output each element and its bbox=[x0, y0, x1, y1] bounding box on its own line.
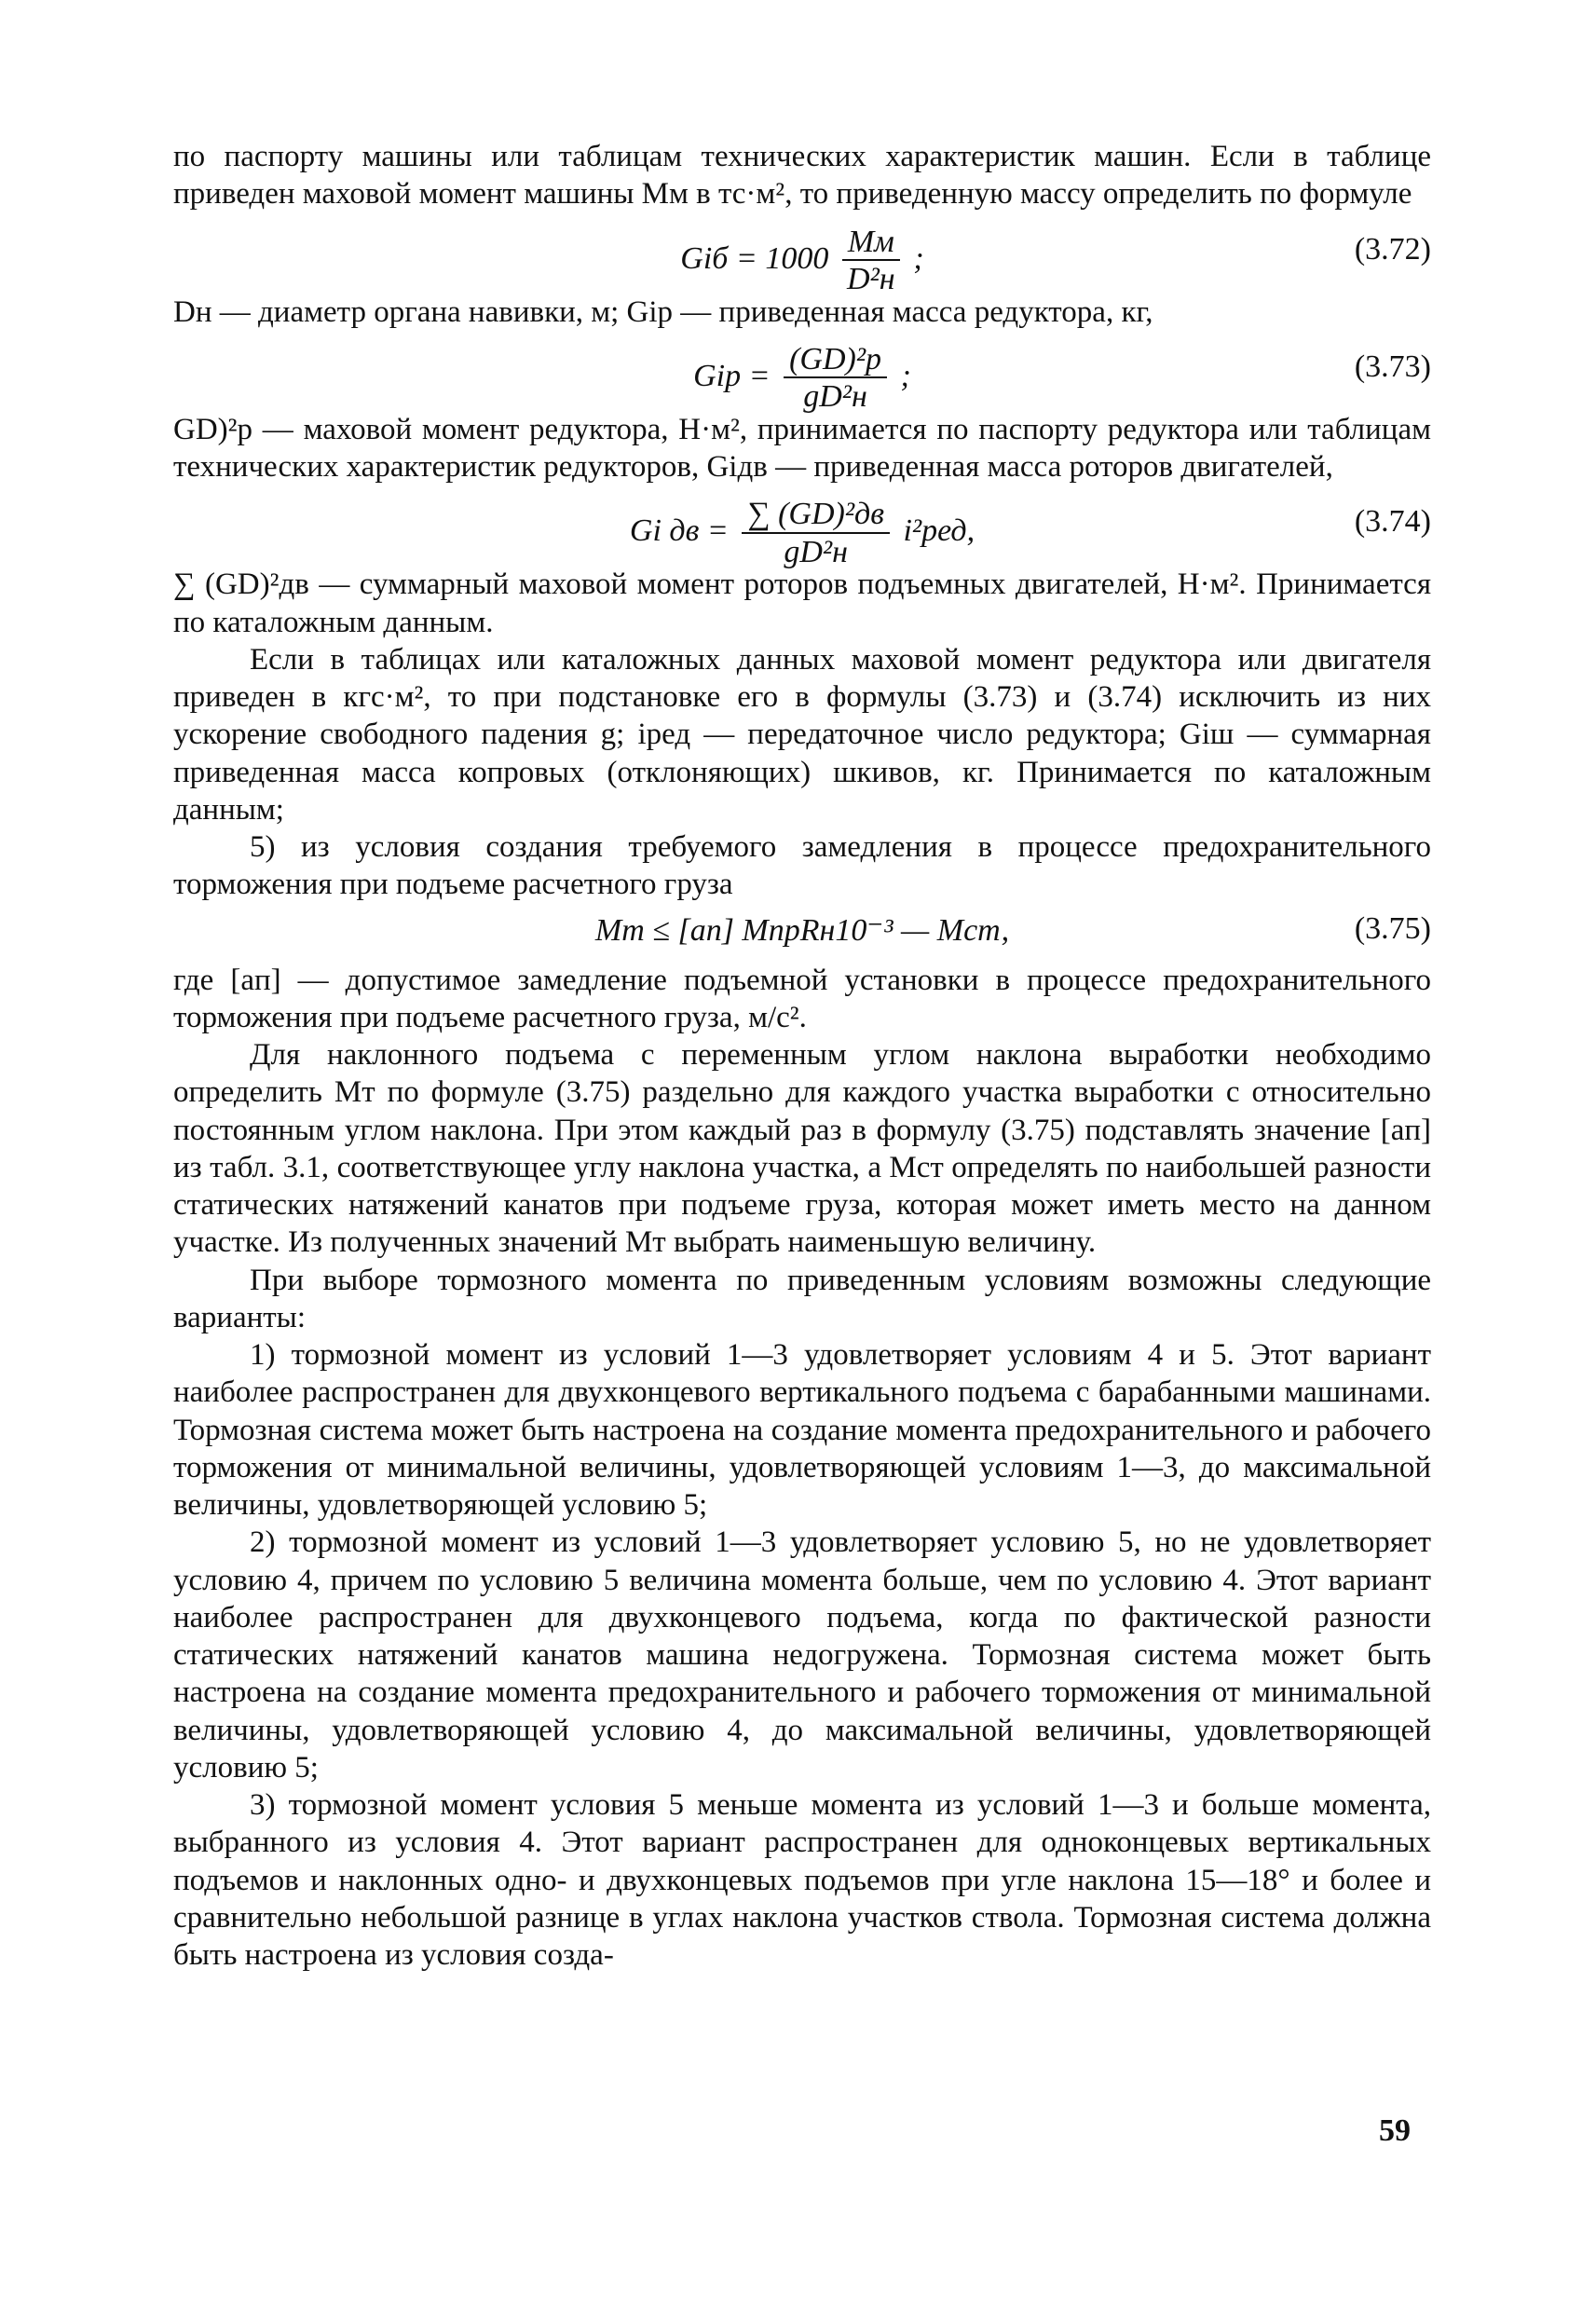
formula-number: (3.74) bbox=[1354, 504, 1431, 540]
page-body bbox=[173, 138, 1431, 1974]
denominator: D²н bbox=[847, 261, 895, 296]
paragraph: 3) тормозной момент условия 5 меньше момента из условий 1—3 и больше момента, выбранного из условия 4. Этот вариант распространен для одноконцевых вертикальных подъемов и наклонных одно- и двухконцевых подъемов при угле наклона 15—18° и более и сравнительно небольшой разнице в углах наклона участков ствола. Тормозная система должна быть настроена из условия созда- bbox=[173, 1788, 1431, 1972]
numerator: ∑ (GD)²дв bbox=[742, 497, 890, 533]
formula-3-73 bbox=[173, 331, 1431, 415]
paragraph: Dн — диаметр органа навивки, м; Giр — приведенная масса редуктора, кг, bbox=[173, 294, 1153, 329]
formula-body: Mт ≤ [aп] MпрRн10⁻³ — Mст, bbox=[594, 912, 1010, 948]
fraction bbox=[784, 342, 887, 415]
fraction bbox=[842, 225, 900, 297]
page-number: 59 bbox=[1379, 2113, 1411, 2148]
paragraph: Если в таблицах или каталожных данных маховой момент редуктора или двигателя приведен в кгс·м², то при подстановке его в формулы (3.73) и (3.74) исключить из них ускорение свободного падения g; iред — передаточное число редуктора; Giш — суммарная приведенная масса копровых (отклоняющих) шкивов, кг. Принимается по каталожным данным; bbox=[173, 642, 1431, 827]
formula-3-72 bbox=[173, 213, 1431, 294]
denominator: gD²н bbox=[803, 379, 867, 415]
formula-3-75 bbox=[173, 904, 1431, 962]
paragraph: по паспорту машины или таблицам технических характеристик машин. Если в таблице приведен маховой момент машины Mм в тс·м², то приведенную массу определить по формуле bbox=[173, 140, 1431, 212]
formula-number: (3.73) bbox=[1354, 349, 1431, 384]
formula-lhs: Giб = 1000 bbox=[680, 240, 829, 276]
paragraph: При выборе тормозного момента по приведенным условиям возможны следующие варианты: bbox=[173, 1263, 1431, 1334]
paragraph: GD)²р — маховой момент редуктора, Н·м², принимается по паспорту редуктора или таблицам технических характеристик редукторов, Giдв — приведенная масса роторов двигателей, bbox=[173, 412, 1431, 484]
paragraph: где [aп] — допустимое замедление подъемной установки в процессе предохранительного торможения при подъеме расчетного груза, м/с². bbox=[173, 963, 1431, 1034]
formula-number: (3.72) bbox=[1354, 231, 1431, 267]
paragraph: 1) тормозной момент из условий 1—3 удовлетворяет условиям 4 и 5. Этот вариант наиболее распространен для двухконцевого вертикального подъема с барабанными машинами. Тормозная система может быть настроена на создание момента предохранительного и рабочего торможения от минимальной величины, удовлетворяющей условиям 1—3, до максимальной величины, удовлетворяющей условию 5; bbox=[173, 1338, 1431, 1522]
paragraph: 2) тормозной момент из условий 1—3 удовлетворяет условию 5, но не удовлетворяет условию 4, причем по условию 5 величина момента больше, чем по условию 4. Этот вариант наиболее распространен для двухконцевого подъема, когда по фактической разности статических натяжений канатов машина недогружена. Тормозная система может быть настроена на создание момента предохранительного и рабочего торможения от минимальной величины, удовлетворяющей условию 4, до максимальной величины, удовлетворяющей условию 5; bbox=[173, 1525, 1431, 1785]
paragraph: Для наклонного подъема с переменным углом наклона выработки необходимо определить Mт по формуле (3.75) раздельно для каждого участка выработки с относительно постоянным углом наклона. При этом каждый раз в формулу (3.75) подставлять значение [aп] из табл. 3.1, соответствующее углу наклона участка, а Mст определять по наибольшей разности статических натяжений канатов при подъеме груза, которая может иметь место на данном участке. Из полученных значений Mт выбрать наименьшую величину. bbox=[173, 1038, 1431, 1260]
formula-lhs: Giр = bbox=[693, 358, 771, 393]
numerator: (GD)²р bbox=[784, 342, 887, 378]
formula-3-74 bbox=[173, 485, 1431, 569]
fraction bbox=[742, 497, 890, 569]
formula-lhs: Gi дв = bbox=[629, 513, 729, 549]
paragraph: ∑ (GD)²дв — суммарный маховой момент роторов подъемных двигателей, Н·м². Принимается по каталожным данным. bbox=[173, 567, 1431, 639]
formula-tail: ; bbox=[913, 240, 924, 276]
formula-tail: i²ред, bbox=[903, 513, 975, 549]
formula-tail: ; bbox=[900, 358, 911, 393]
numerator: Mм bbox=[842, 225, 900, 261]
denominator: gD²н bbox=[784, 534, 848, 569]
formula-number: (3.75) bbox=[1354, 910, 1431, 946]
paragraph: 5) из условия создания требуемого замедления в процессе предохранительного торможения при подъеме расчетного груза bbox=[173, 830, 1431, 902]
